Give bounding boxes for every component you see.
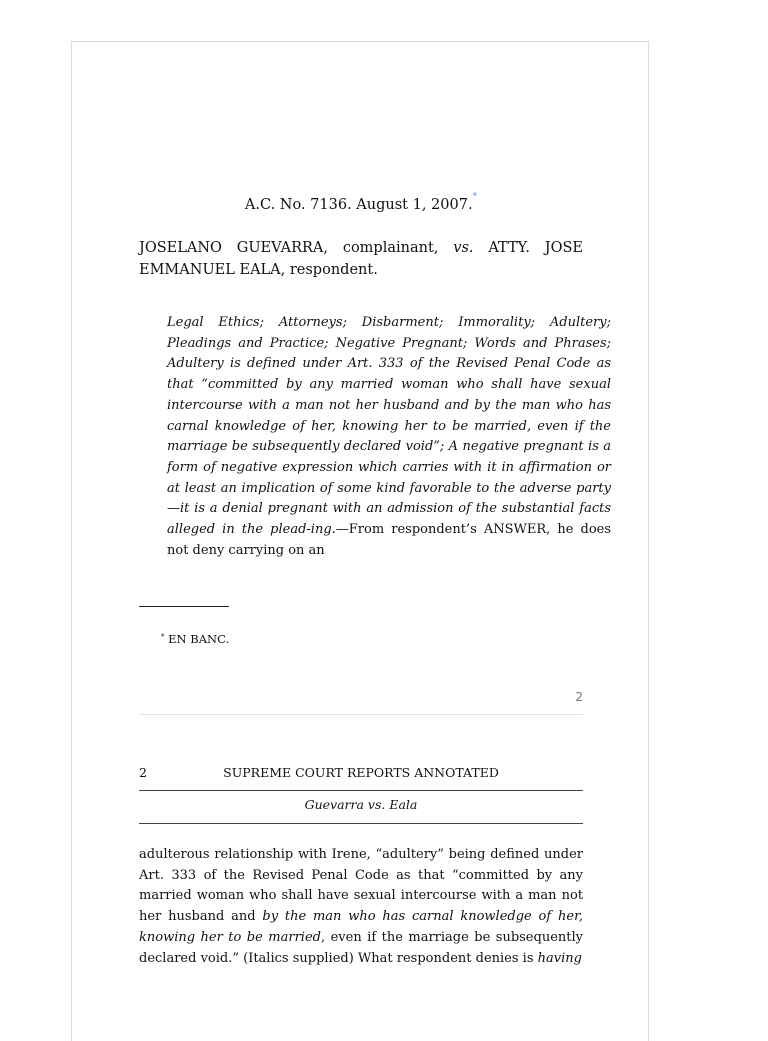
case-title-footnote-link[interactable]: *	[472, 192, 478, 202]
body-italic-2: having	[537, 950, 582, 966]
footnote-marker: *	[161, 633, 165, 641]
header-page-number: 2	[139, 765, 147, 780]
body-paragraph	[139, 845, 583, 969]
syllabus-roman-text: —From respondent’s ANSWER, he does not deny carrying on an	[167, 522, 612, 558]
page-separator	[139, 714, 583, 715]
case-subtitle: Guevarra vs. Eala	[304, 797, 418, 812]
document-page	[71, 41, 649, 1041]
header-rule-top	[139, 790, 583, 791]
body-text-2: , even if the marriage be subsequently declared void.” (Italics supplied) What respondent denies is	[139, 929, 583, 966]
footnote-text: EN BANC.	[164, 632, 230, 646]
body-text-1: adulterous relationship with Irene, “adultery” being defined under Art. 333 of the Revised Penal Code as that “committed by any married woman who shall have sexual intercourse with a man not her husband and	[139, 847, 583, 925]
body-italic-1: by the man who has carnal knowledge of her, knowing her to be married	[139, 909, 583, 945]
header-rule-bottom	[139, 823, 583, 824]
versus-text: vs.	[453, 240, 474, 256]
syllabus-paragraph	[139, 313, 611, 561]
syllabus-italic-text: Legal Ethics; Attorneys; Disbarment; Immorality; Adultery; Pleadings and Practice; Negative Pregnant; Words and Phrases; Adultery is defined under Art. 333 of the Revised Penal Code as that “committed by any married woman who shall have sexual intercourse with a man not her husband and by the man who has carnal knowledge of her, knowing her to be married, even if the marriage be subsequently declared void”; A negative pregnant is a form of negative expression which carries with it in affirmation or at least an implication of some kind favorable to the adverse party—it is a denial pregnant with an admission of the substantial facts alleged in the plead-ing.	[167, 315, 611, 538]
case-title-text: A.C. No. 7136. August 1, 2007.	[244, 197, 473, 213]
running-title: SUPREME COURT REPORTS ANNOTATED	[223, 765, 499, 780]
page-number-indicator: 2	[575, 690, 583, 704]
complainant-text: JOSELANO GUEVARRA, complainant,	[139, 240, 454, 256]
case-parties	[139, 237, 583, 281]
respondent-text: ATTY. JOSE EMMANUEL EALA, respondent.	[139, 240, 584, 278]
footnote-rule	[139, 606, 229, 607]
footnote	[161, 632, 229, 646]
case-title	[139, 192, 583, 213]
